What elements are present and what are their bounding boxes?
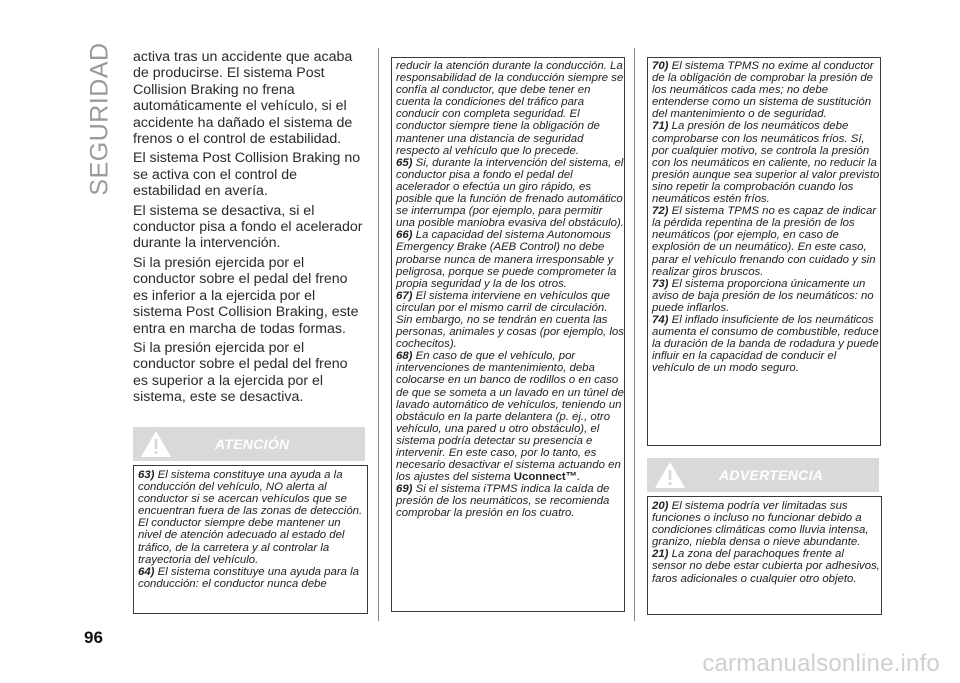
paragraph: activa tras un accidente que acaba de producirse. El sistema Post Collision Braking no frena automáticamente el vehículo, si el accidente ha dañado el sistema de frenos o el control de estabilidad. <box>133 49 353 148</box>
note: 73) El sistema proporciona únicamente un aviso de baja presión de los neumáticos: no puede inflarlos. <box>652 277 874 314</box>
paragraph: El sistema Post Collision Braking no se activa con el control de estabilidad en avería. <box>133 150 361 200</box>
paragraph: Si la presión ejercida por el conductor sobre el pedal del freno es inferior a la ejercida por el sistema Post Collision Braking, este entra en marcha de todas formas. <box>133 254 359 337</box>
notes-box-column-3 <box>647 57 881 446</box>
advertencia-title: ADVERTENCIA <box>719 467 824 483</box>
note: 21) La zona del parachoques frente al sensor no debe estar cubierta por adhesivos, faros adicionales o cualquier otro objeto. <box>652 548 880 585</box>
warning-icon <box>653 460 687 490</box>
atencion-title: ATENCIÓN <box>215 436 290 452</box>
column-divider <box>378 48 379 621</box>
page-number: 96 <box>84 628 103 647</box>
note: 72) El sistema TPMS no es capaz de indicar la pérdida repentina de la presión de los neumáticos (por ejemplo, en caso de explosión de un neumático). En este caso, parar el vehículo frenando con cuidado y sin realizar giros bruscos. <box>652 205 877 278</box>
advertencia-box <box>647 496 882 615</box>
note: 20) El sistema podría ver limitadas sus funciones o incluso no funcionar debido a condiciones climáticas como lluvia intensa, granizo, niebla densa o nieve abundante. <box>652 500 869 549</box>
notes-box-column-2 <box>391 57 625 612</box>
advertencia-banner <box>647 458 879 492</box>
note: 66) La capacidad del sistema Autonomous Emergency Brake (AEB Control) no debe probarse nunca de manera irresponsable y peligrosa, porque se puede comprometer la propia seguridad y la de los otros. <box>396 229 617 290</box>
note: 68) En caso de que el vehículo, por intervenciones de mantenimiento, deba colocarse en un banco de rodillos o en caso de que se someta a un lavado en un túnel de lavado automático de vehículos, teniendo un obstáculo en la parte delantera (p. ej., otro vehículo, una pared u otro obstáculo), el sistema podría detectar su presencia e intervenir. En este caso, por lo tanto, es necesario desactivar el sistema actuando en los ajustes del sistema Uconnect™. <box>396 350 624 484</box>
column-divider <box>634 48 635 621</box>
note: 69) Si el sistema iTPMS indica la caída de presión de los neumáticos, se recomienda comprobar la presión en los cuatro. <box>396 483 610 520</box>
note: 70) El sistema TPMS no exime al conductor de la obligación de comprobar la presión de los neumáticos cada mes; no debe entenderse como un sistema de sustitución del mantenimiento o de seguridad. <box>652 60 874 121</box>
atencion-banner <box>133 427 365 461</box>
warning-icon <box>139 429 173 459</box>
paragraph: El sistema se desactiva, si el conductor pisa a fondo el acelerador durante la intervención. <box>133 202 363 252</box>
watermark: carmanualsonline.info <box>702 650 940 677</box>
section-title: SEGURIDAD <box>85 42 114 196</box>
atencion-box <box>133 465 368 614</box>
note: 67) El sistema interviene en vehículos que circulan por el mismo carril de circulación. Sin embargo, no se tendrán en cuenta las personas, animales y cosas (por ejemplo, los cochecitos). <box>396 289 624 351</box>
note: 65) Si, durante la intervención del sistema, el conductor pisa a fondo el pedal del acelerador o efectúa un giro rápido, es posible que la función de frenado automático se interrumpa (por ejemplo, para permitir una posible maniobra evasiva del obstáculo). <box>396 156 624 230</box>
note-continuation: reducir la atención durante la conducción. La responsabilidad de la conducción siempre se confía al conductor, que debe tener en cuenta la condiciones del tráfico para conducir con completa seguridad. El conductor siempre tiene la obligación de mantener una distancia de seguridad respecto al vehículo que lo precede. <box>396 60 624 157</box>
note: 74) El inflado insuficiente de los neumáticos aumenta el consumo de combustible, reduce la duración de la banda de rodadura y puede influir en la capacidad de conducir el vehículo de un modo seguro. <box>652 313 879 375</box>
note: 63) El sistema constituye una ayuda a la conducción del vehículo, NO alerta al conductor si se acercan vehículos que se encuentran fuera de las zonas de detección. El conductor siempre debe mantener un nivel de atención adecuado al estado del tráfico, de la carretera y al controlar la trayectoria del vehículo. <box>138 469 363 566</box>
paragraph: Si la presión ejercida por el conductor sobre el pedal del freno es superior a la ejercida por el sistema, este se desactiva. <box>133 339 348 406</box>
note: 64) El sistema constituye una ayuda para la conducción: el conductor nunca debe <box>138 565 359 590</box>
body-column-1 <box>133 49 365 409</box>
note: 71) La presión de los neumáticos debe comprobarse con los neumáticos fríos. Sí, por cualquier motivo, se controla la presión con los neumáticos en caliente, no reducir la presión aunque sea superior al valor previsto sino repetir la comprobación cuando los neumáticos estén fríos. <box>652 120 880 206</box>
